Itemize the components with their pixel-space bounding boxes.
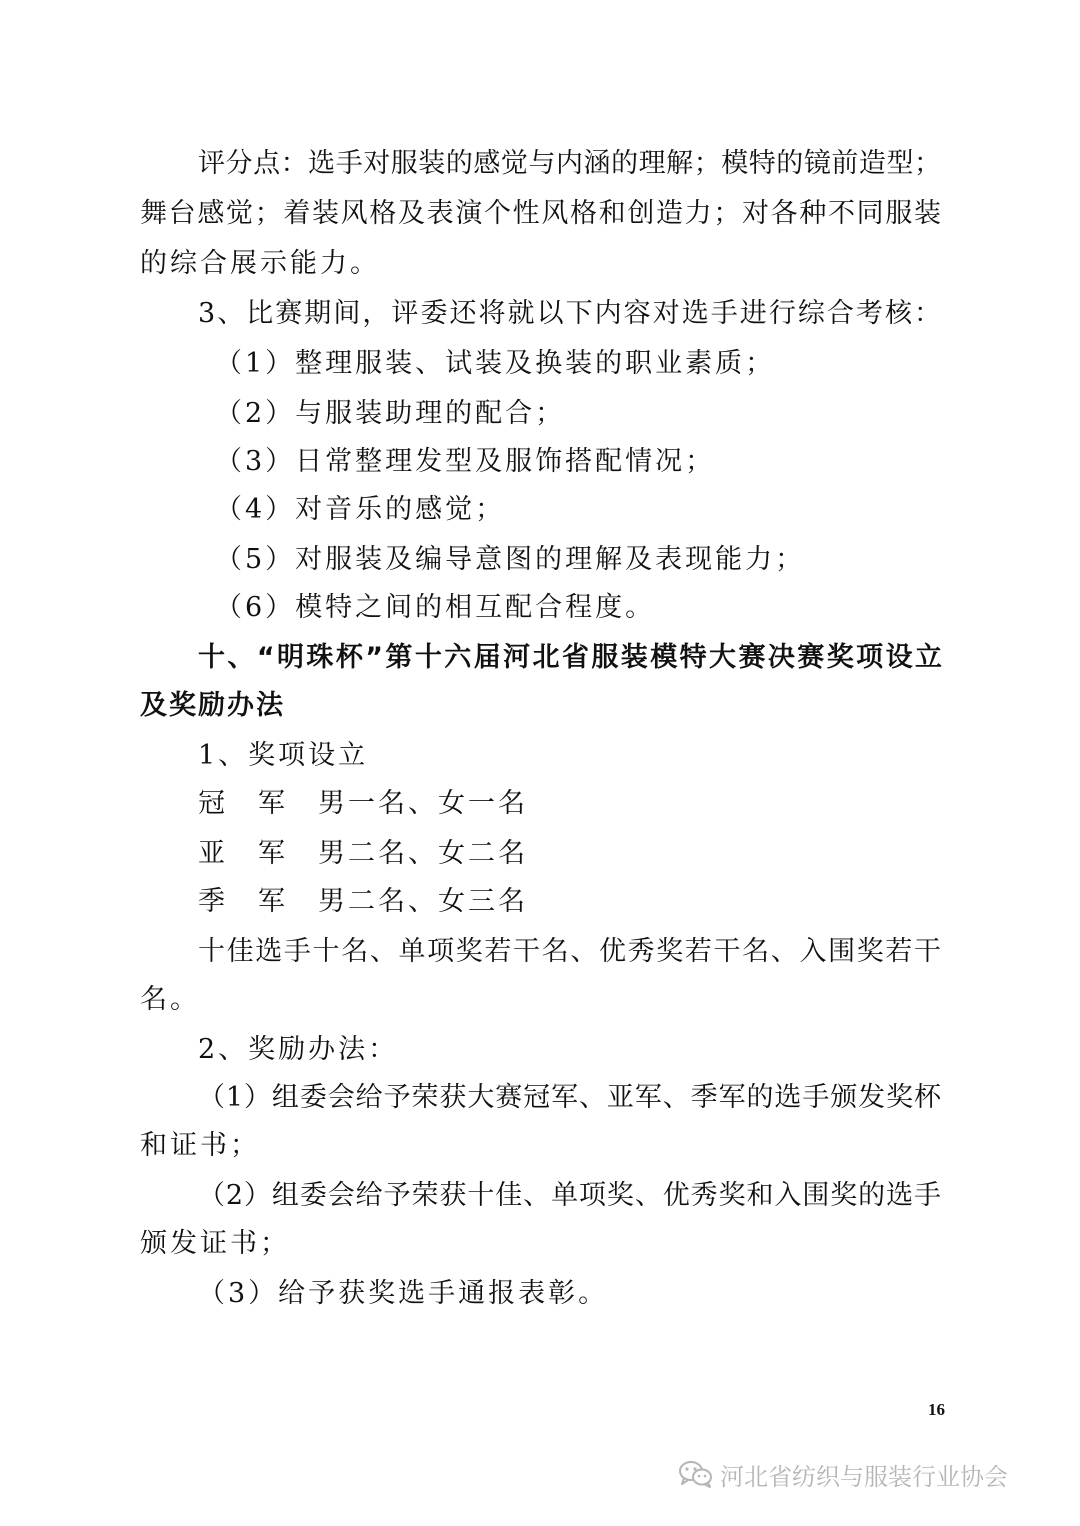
text-line: 十佳选手十名、单项奖若干名、优秀奖若干名、入围奖若干	[198, 936, 943, 967]
text-line: 的综合展示能力。	[140, 248, 380, 279]
text-line: （2）组委会给予荣获十佳、单项奖、优秀奖和入围奖的选手	[198, 1180, 942, 1211]
text-line: 和证书；	[140, 1130, 260, 1161]
text-line: 1、奖项设立	[198, 740, 369, 771]
text-line: （2）与服装助理的配合；	[215, 398, 566, 429]
text-line: 季 军 男二名、女三名	[198, 886, 528, 917]
wechat-icon	[678, 1459, 714, 1489]
watermark-text: 河北省纺织与服装行业协会	[720, 1462, 1008, 1491]
text-line: 2、奖励办法：	[198, 1034, 399, 1065]
text-line: （1）整理服装、试装及换装的职业素质；	[215, 348, 776, 379]
section-heading-line: 及奖励办法	[140, 690, 285, 721]
text-line: 颁发证书；	[140, 1228, 290, 1259]
text-line: （5）对服装及编导意图的理解及表现能力；	[215, 544, 806, 575]
text-line: 舞台感觉；着装风格及表演个性风格和创造力；对各种不同服装	[140, 198, 943, 229]
text-line: 3、比赛期间，评委还将就以下内容对选手进行综合考核：	[198, 298, 944, 329]
text-line: （1）组委会给予荣获大赛冠军、亚军、季军的选手颁发奖杯	[198, 1082, 942, 1113]
section-heading-line: 十、“明珠杯”第十六届河北省服装模特大赛决赛奖项设立	[198, 642, 945, 673]
text-line: 亚 军 男二名、女二名	[198, 838, 528, 869]
watermark	[678, 1457, 1008, 1491]
text-line: （3）日常整理发型及服饰搭配情况；	[215, 446, 716, 477]
text-line: 评分点：选手对服装的感觉与内涵的理解；模特的镜前造型；	[198, 148, 942, 179]
text-line: （3）给予获奖选手通报表彰。	[198, 1278, 609, 1309]
text-line: 名。	[140, 984, 200, 1015]
text-line: 冠 军 男一名、女一名	[198, 788, 528, 819]
page-number: 16	[928, 1400, 945, 1419]
text-line: （4）对音乐的感觉；	[215, 494, 506, 525]
text-line: （6）模特之间的相互配合程度。	[215, 592, 656, 623]
